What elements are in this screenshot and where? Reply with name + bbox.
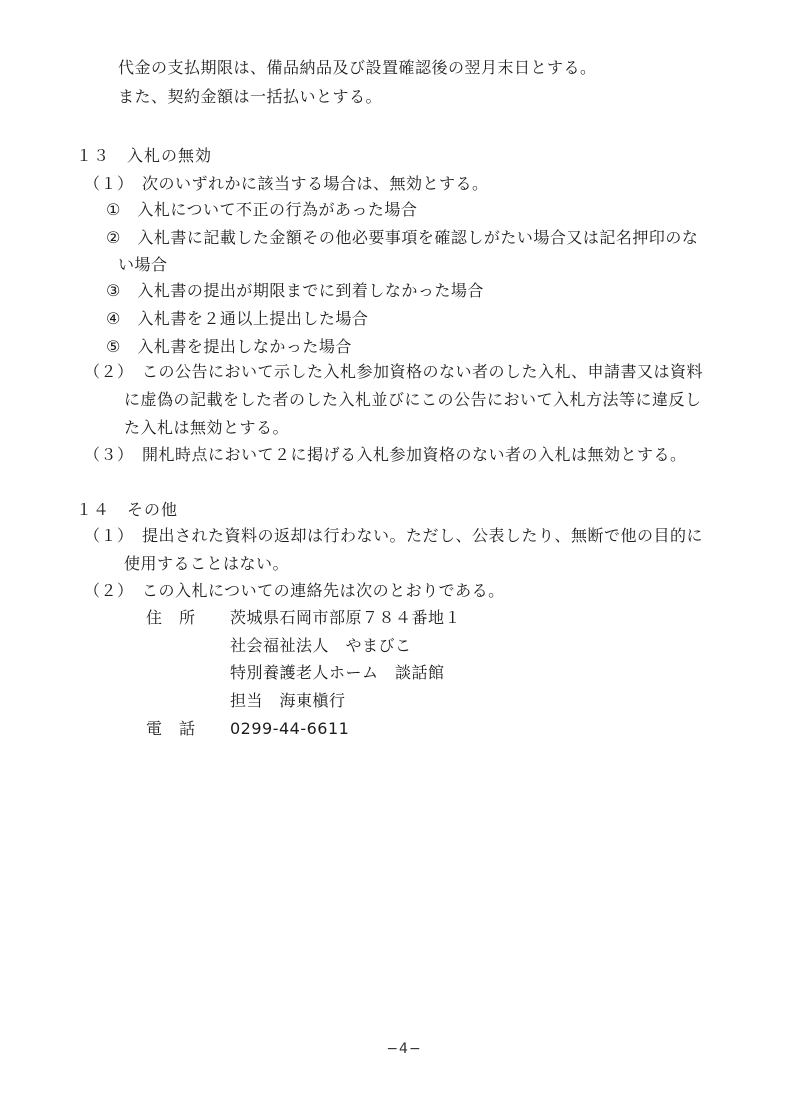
section-13-sub-4: ④ 入札書を２通以上提出した場合: [106, 309, 369, 328]
section-13-item-2-cont-2: た入札は無効とする。: [124, 418, 290, 437]
section-13-heading: １３ 入札の無効: [76, 146, 213, 165]
section-13-sub-2: ② 入札書に記載した金額その他必要事項を確認しがたい場合又は記名押印のな: [106, 228, 699, 247]
section-13-item-1: （１） 次のいずれかに該当する場合は、無効とする。: [84, 174, 489, 193]
section-13-item-2-cont-1: に虚偽の記載をした者のした入札並びにこの公告において入札方法等に違反し: [124, 390, 702, 409]
section-13-item-3: （３） 開札時点において２に掲げる入札参加資格のない者の入札は無効とする。: [84, 445, 687, 464]
section-13-sub-1: ① 入札について不正の行為があった場合: [106, 200, 418, 219]
page-number: −4−: [386, 1041, 422, 1057]
contact-phone: 0299-44-6611: [230, 719, 350, 738]
section-14-item-2: （２） この入札についての連絡先は次のとおりである。: [84, 581, 505, 600]
section-13-sub-2-cont: い場合: [118, 255, 168, 274]
payment-lump-sum-text: また、契約金額は一括払いとする。: [118, 87, 383, 106]
contact-facility: 特別養護老人ホーム 談話館: [230, 663, 445, 682]
section-14-heading: １４ その他: [76, 500, 179, 519]
contact-phone-label: 電 話: [146, 719, 196, 738]
contact-address: 茨城県石岡市部原７８４番地１: [230, 608, 462, 627]
section-14-item-1-cont: 使用することはない。: [124, 554, 290, 573]
contact-person: 担当 海東槇行: [230, 691, 346, 710]
section-14-item-1: （１） 提出された資料の返却は行わない。ただし、公表したり、無断で他の目的に: [84, 526, 704, 545]
payment-deadline-text: 代金の支払期限は、備品納品及び設置確認後の翌月末日とする。: [118, 58, 597, 77]
section-13-item-2: （２） この公告において示した入札参加資格のない者のした入札、申請書又は資料: [84, 362, 704, 381]
contact-organization: 社会福祉法人 やまびこ: [230, 636, 412, 655]
section-13-sub-3: ③ 入札書の提出が期限までに到着しなかった場合: [106, 281, 484, 300]
section-13-sub-5: ⑤ 入札書を提出しなかった場合: [106, 337, 352, 356]
contact-address-label: 住 所: [146, 608, 196, 627]
